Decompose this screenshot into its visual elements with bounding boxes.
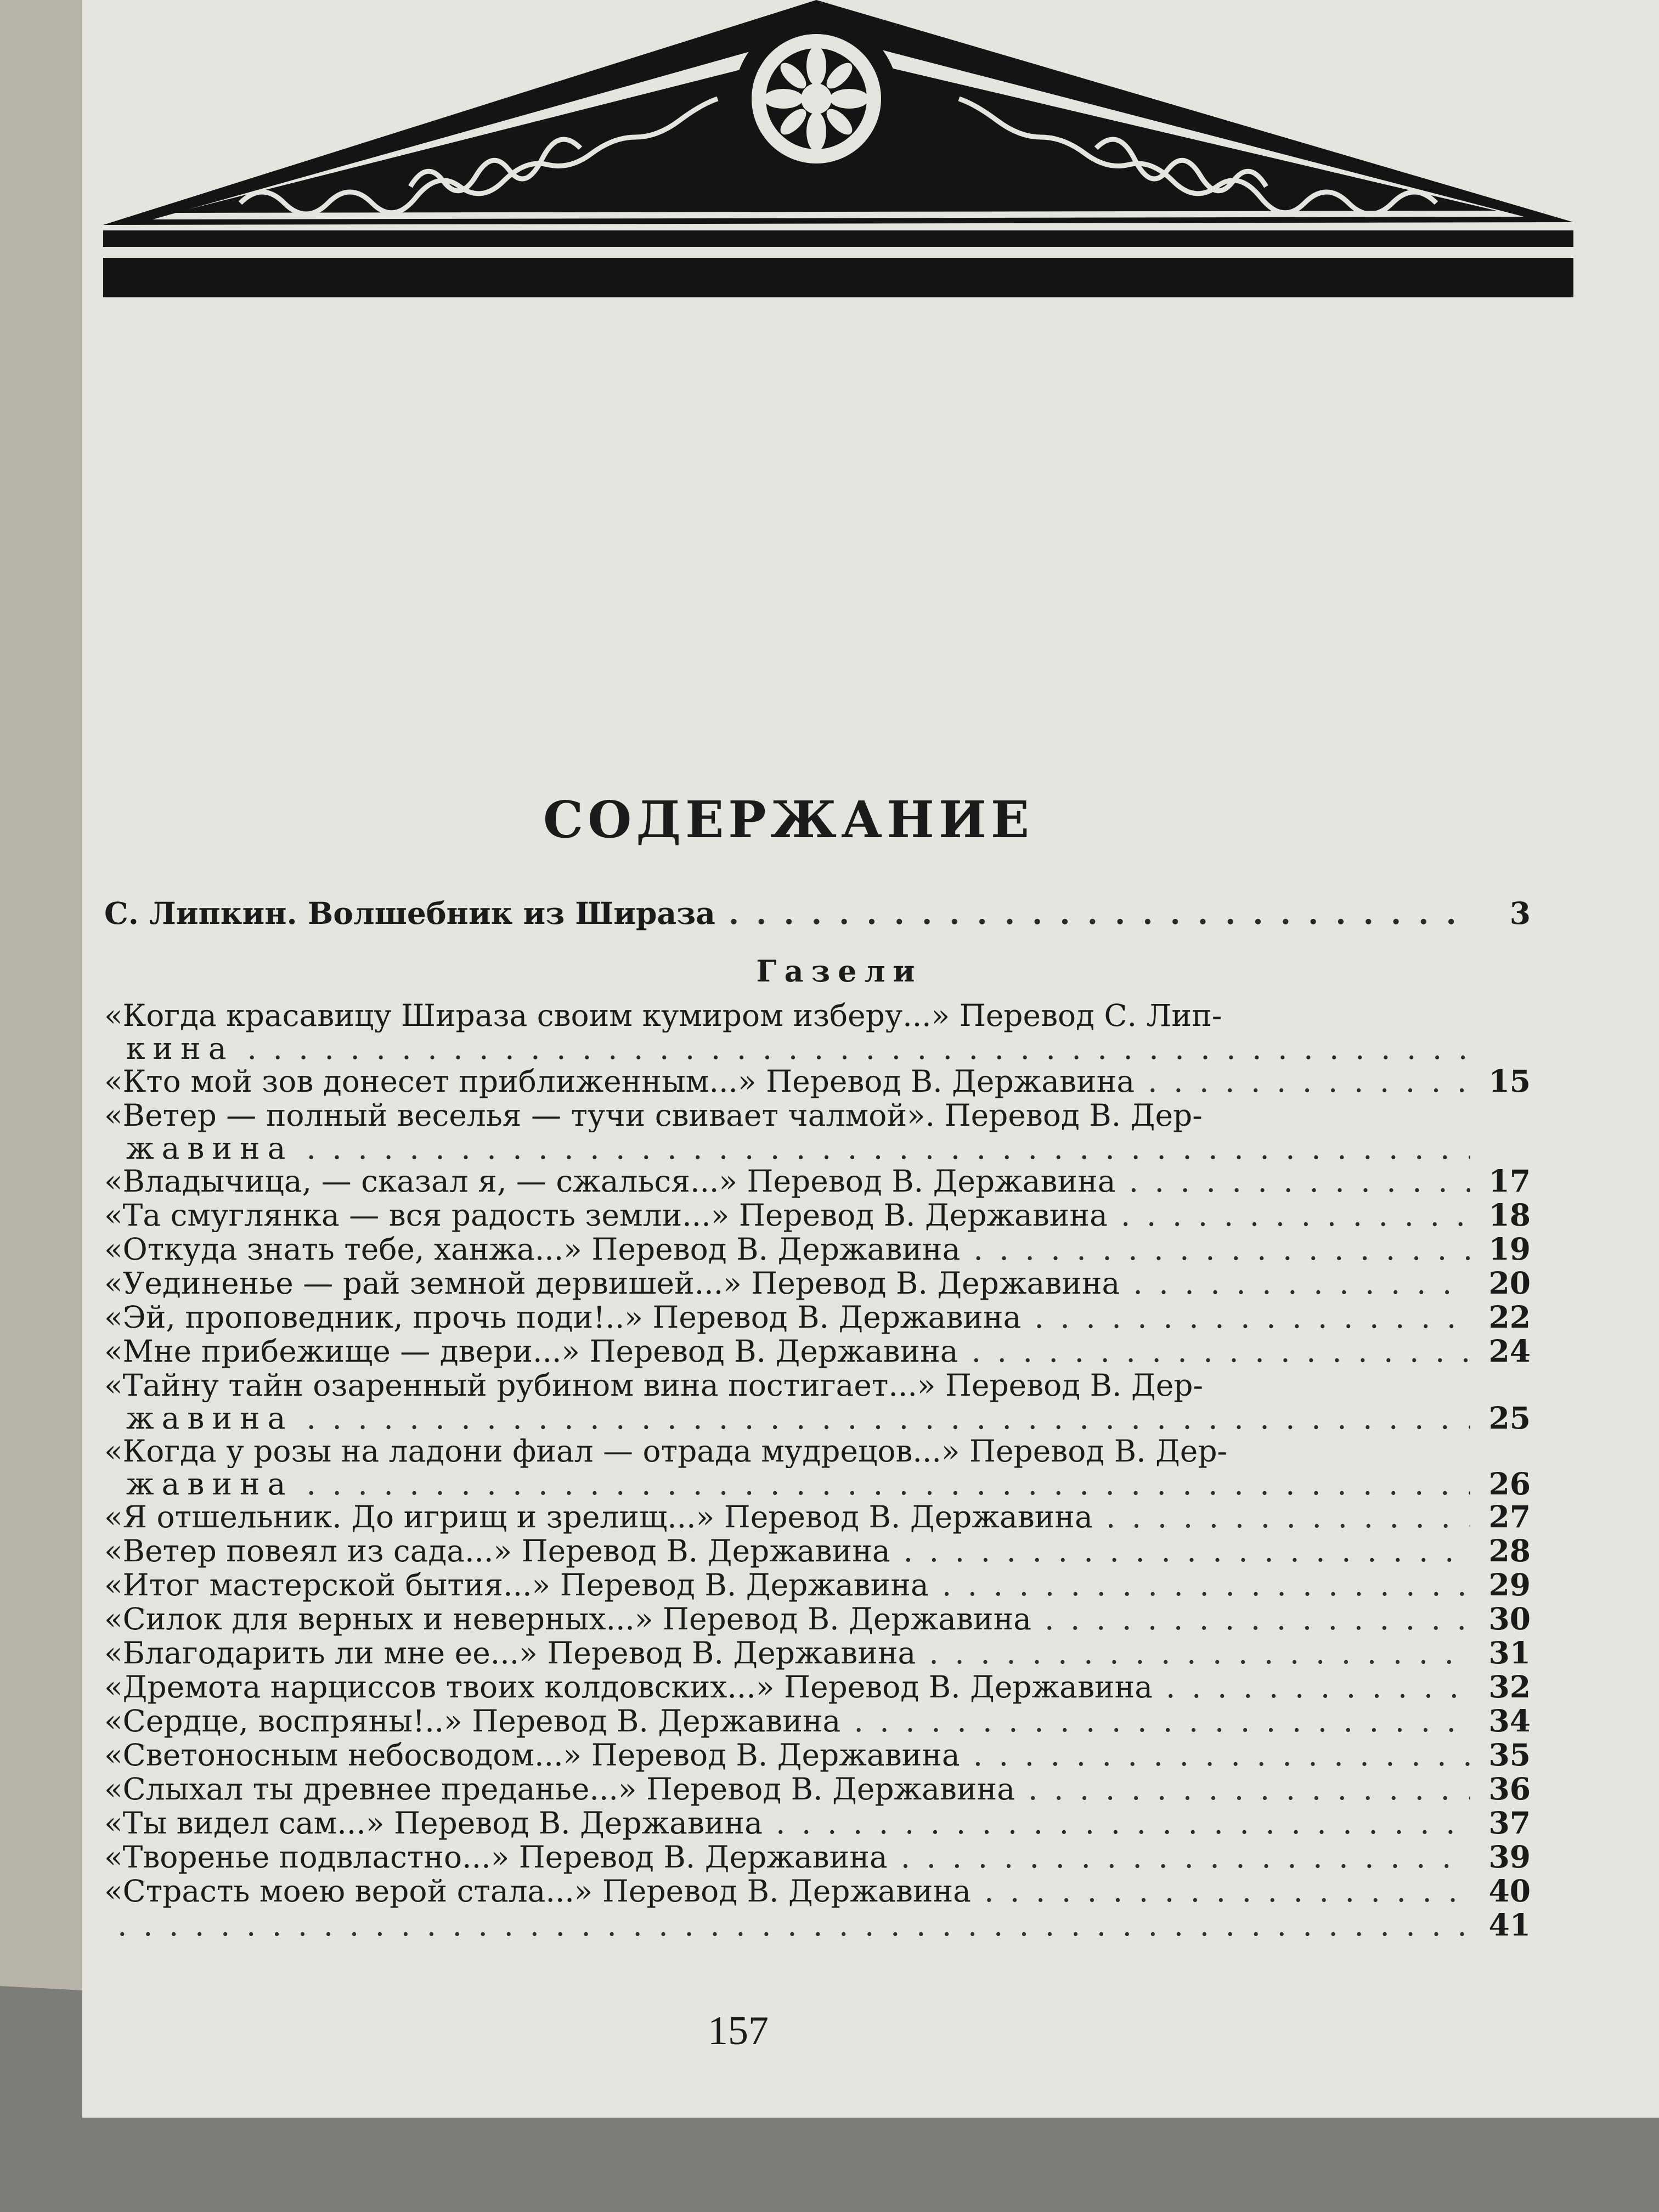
- toc-entry-title: «Творенье подвластно...» Перевод В. Державина: [104, 1840, 888, 1874]
- toc-entry: [104, 1772, 1531, 1806]
- toc-entry-title-continued: жавина: [126, 1402, 294, 1434]
- toc-entry: [104, 1670, 1531, 1704]
- toc-entry-title: «Тайну тайн озаренный рубином вина постигает...» Перевод В. Дер-: [104, 1368, 1204, 1402]
- toc-entry: [104, 883, 1531, 944]
- toc-entry-page: 18: [1488, 1197, 1531, 1233]
- toc-entry: [104, 1500, 1531, 1534]
- toc-entry-title: «Откуда знать тебе, ханжа...» Перевод В. Державина: [104, 1232, 961, 1266]
- toc-entry: [104, 1874, 1531, 1908]
- toc-entry-page: 34: [1488, 1703, 1531, 1739]
- toc-entry-page: 39: [1488, 1839, 1531, 1875]
- toc-entry-title: «Когда красавицу Шираза своим кумиром изберу...» Перевод С. Лип-: [104, 998, 1222, 1032]
- toc-entry-page: 20: [1488, 1265, 1531, 1301]
- toc-entry-title: «Когда у розы на ладони фиал — отрада мудрецов...» Перевод В. Дер-: [104, 1434, 1228, 1468]
- toc-entry-title-continued: жавина: [126, 1132, 294, 1164]
- toc-entry: [104, 1738, 1531, 1772]
- toc-entry: [104, 1568, 1531, 1602]
- toc-entry-page: 29: [1488, 1567, 1531, 1602]
- toc-entry: [104, 998, 1531, 1032]
- toc-entry-title: «Уединенье — рай земной дервишей...» Перевод В. Державина: [104, 1266, 1120, 1300]
- toc-entry-page: 15: [1488, 1063, 1531, 1099]
- toc-entry-page: 35: [1488, 1737, 1531, 1773]
- toc-entry-page: 41: [1488, 1907, 1531, 1943]
- toc-entry-page: 37: [1488, 1805, 1531, 1841]
- toc-entry-title: «Светоносным небосводом...» Перевод В. Державина: [104, 1738, 960, 1772]
- toc-entry-page: 19: [1488, 1231, 1531, 1267]
- toc-entry-title: «Слыхал ты древнее преданье...» Перевод В. Державина: [104, 1772, 1015, 1806]
- toc-entry-title: «Страсть моею верой стала...» Перевод В. Державина: [104, 1874, 971, 1908]
- toc-entry-title-continued: жавина: [126, 1468, 294, 1500]
- toc-entry-page: 28: [1488, 1533, 1531, 1568]
- toc-entry-title: «Ты видел сам...» Перевод В. Державина: [104, 1806, 763, 1840]
- toc-entry: [104, 1368, 1531, 1402]
- toc-entry-title: «Силок для верных и неверных...» Перевод В. Державина: [104, 1602, 1032, 1636]
- book-page: [82, 0, 1659, 2118]
- toc-entry-title-continued: кина: [126, 1032, 234, 1064]
- page-number: 157: [708, 2008, 769, 2053]
- toc-entry-continuation: [104, 1132, 1531, 1164]
- toc-entry-page: 32: [1488, 1669, 1531, 1705]
- toc-entry-page: 24: [1488, 1333, 1531, 1369]
- toc-entry: [104, 1334, 1531, 1368]
- toc-entry: [104, 1602, 1531, 1636]
- toc-entry-title: «Та смуглянка — вся радость земли...» Перевод В. Державина: [104, 1198, 1108, 1232]
- toc-entry: [104, 1098, 1531, 1132]
- table-of-contents: [104, 883, 1531, 1942]
- ornamental-headpiece-icon: [103, 0, 1573, 313]
- toc-entry-title: «Кто мой зов донесет приближенным...» Перевод В. Державина: [104, 1064, 1135, 1098]
- section-heading: Газели: [756, 953, 923, 989]
- toc-entry: [104, 1840, 1531, 1874]
- toc-entry: [104, 1806, 1531, 1840]
- toc-entry-page: 31: [1488, 1635, 1531, 1671]
- toc-entry-title: «Я отшельник. До игрищ и зрелищ...» Перевод В. Державина: [104, 1500, 1093, 1534]
- toc-entry: [104, 1704, 1531, 1738]
- toc-entry: [104, 1534, 1531, 1568]
- toc-entry-title: «Сердце, воспряны!..» Перевод В. Державина: [104, 1704, 841, 1738]
- toc-entry-continuation: [104, 1032, 1531, 1064]
- toc-entry-page: 25: [1488, 1400, 1531, 1436]
- toc-entry: [104, 1198, 1531, 1232]
- toc-entry-title: «Дремота нарциссов твоих колдовских...» Перевод В. Державина: [104, 1670, 1153, 1704]
- toc-entry: [104, 1064, 1531, 1098]
- toc-entry: [104, 1232, 1531, 1266]
- toc-entry: [104, 1266, 1531, 1300]
- toc-entry-page: 36: [1488, 1771, 1531, 1807]
- toc-entry: [104, 1434, 1531, 1468]
- toc-entry-continuation: [104, 1468, 1531, 1500]
- toc-entry-page: 26: [1488, 1466, 1531, 1502]
- toc-entry-title: «Итог мастерской бытия...» Перевод В. Державина: [104, 1568, 929, 1602]
- toc-entry-title: «Благодарить ли мне ее...» Перевод В. Державина: [104, 1636, 916, 1670]
- toc-entry: [104, 1300, 1531, 1334]
- toc-entry: [104, 1636, 1531, 1670]
- toc-entry-page: 27: [1488, 1499, 1531, 1534]
- page-title: СОДЕРЖАНИЕ: [543, 790, 1034, 849]
- toc-entry-title: «Ветер — полный веселья — тучи свивает чалмой». Перевод В. Дер-: [104, 1098, 1203, 1132]
- toc-entry: [104, 1164, 1531, 1198]
- toc-entry-page: 17: [1488, 1163, 1531, 1199]
- toc-entry-title: «Ветер повеял из сада...» Перевод В. Державина: [104, 1534, 890, 1568]
- toc-entry-page: 22: [1488, 1299, 1531, 1335]
- toc-entry-title: С. Липкин. Волшебник из Шираза: [104, 895, 715, 931]
- toc-entry-title: «Эй, проповедник, прочь поди!..» Перевод В. Державина: [104, 1300, 1022, 1334]
- toc-entry-continuation: [104, 1402, 1531, 1434]
- toc-entry-page: 30: [1488, 1601, 1531, 1637]
- toc-entry: [104, 1908, 1531, 1942]
- toc-entry-page: 3: [1509, 895, 1531, 931]
- toc-entry-page: 40: [1488, 1873, 1531, 1909]
- toc-entry-title: «Владычица, — сказал я, — сжалься...» Перевод В. Державина: [104, 1164, 1116, 1198]
- toc-entry-title: «Мне прибежище — двери...» Перевод В. Державина: [104, 1334, 958, 1368]
